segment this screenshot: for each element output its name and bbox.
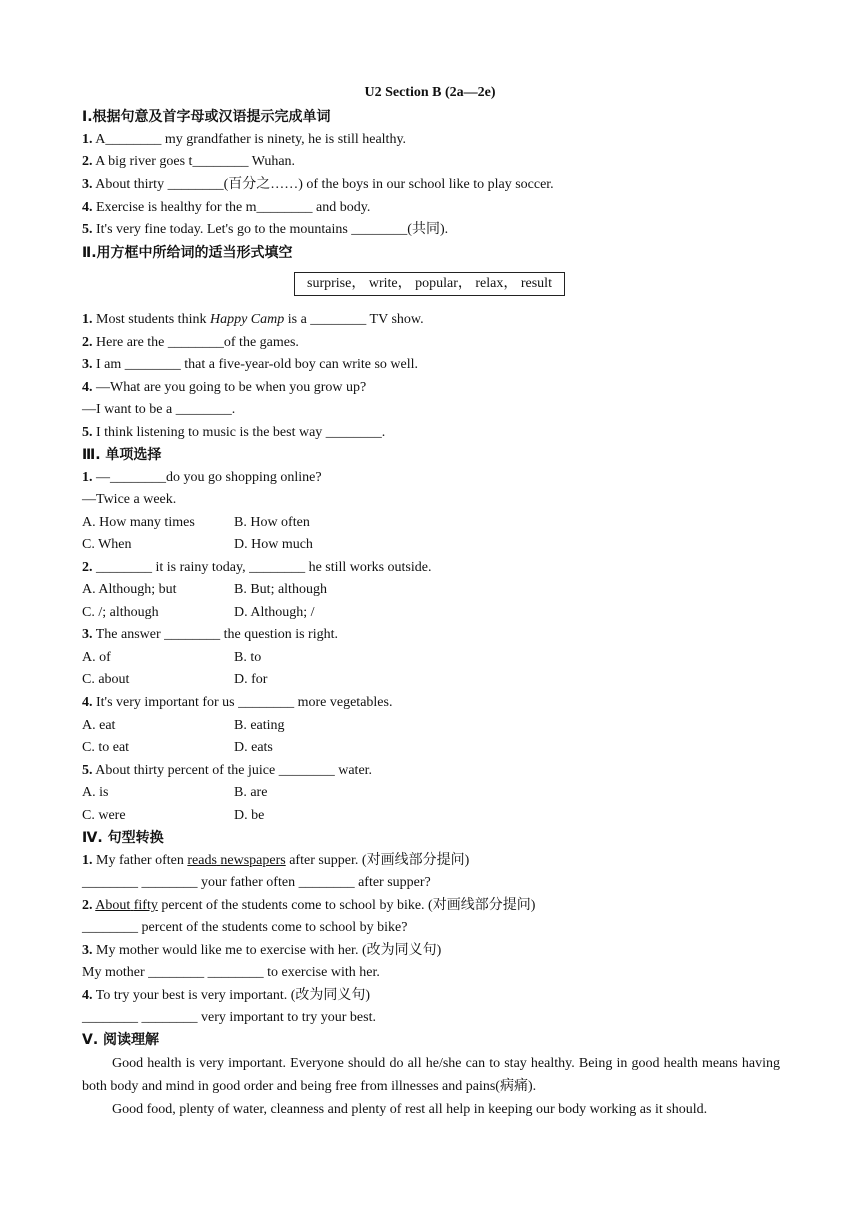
s3-question-5 xyxy=(82,762,372,780)
question-text: My mother would like me to exercise with her. (改为同义句) xyxy=(96,943,442,958)
question-text-end: percent of the students come to school by bike. (对画线部分提问) xyxy=(157,898,536,913)
s2-question-2 xyxy=(82,334,299,352)
question-text-end: after supper. (对画线部分提问) xyxy=(285,853,470,868)
option-b: B. eating xyxy=(234,718,285,733)
option-b: B. are xyxy=(234,785,268,800)
s4-answer-1: ________ ________ your father often ________ after supper? xyxy=(82,875,431,890)
s3-question-4 xyxy=(82,694,392,712)
option-d: D. How much xyxy=(234,537,313,552)
question-number: 3. xyxy=(82,177,93,192)
option-c: C. When xyxy=(82,537,132,552)
question-number: 4. xyxy=(82,380,93,395)
question-text-start: Most students think xyxy=(96,312,210,327)
question-text: The answer ________ the question is right. xyxy=(95,627,338,642)
section-4-heading: Ⅳ. 句型转换 xyxy=(82,830,164,846)
s3-question-1-reply: —Twice a week. xyxy=(82,492,177,507)
question-text: A big river goes t________ Wuhan. xyxy=(95,154,296,169)
question-number: 4. xyxy=(82,988,93,1003)
question-number: 4. xyxy=(82,695,93,710)
option-b: B. How often xyxy=(234,515,310,530)
question-text: About thirty percent of the juice ________ water. xyxy=(95,763,373,778)
underlined-word: About xyxy=(95,898,131,913)
question-text: About thirty ________(百分之……) of the boys in our school like to play soccer. xyxy=(95,177,554,192)
option-c: C. were xyxy=(82,808,126,823)
option-c: C. about xyxy=(82,672,130,687)
option-c: C. to eat xyxy=(82,740,130,755)
s3-question-3 xyxy=(82,626,338,644)
word-box: surprise， write， popular， relax， result xyxy=(294,272,565,296)
underlined-word: reads xyxy=(187,853,217,868)
question-number: 4. xyxy=(82,200,93,215)
option-a: A. is xyxy=(82,785,109,800)
question-text: ________ it is rainy today, ________ he still works outside. xyxy=(96,560,432,575)
question-text: Exercise is healthy for the m________ and body. xyxy=(96,200,371,215)
option-b: B. But; although xyxy=(234,582,327,597)
option-d: D. eats xyxy=(234,740,273,755)
question-number: 1. xyxy=(82,470,93,485)
section-5-heading: Ⅴ. 阅读理解 xyxy=(82,1032,160,1048)
reading-paragraph-1: Good health is very important. Everyone should do all he/she can to stay healthy. Being in good health means having both body and mind in good order and being free from illnesses and pains(病痛). xyxy=(82,1056,780,1094)
question-text: Here are the ________of the games. xyxy=(96,335,299,350)
question-number: 2. xyxy=(82,898,93,913)
question-text: A________ my grandfather is ninety, he is still healthy. xyxy=(95,132,407,147)
question-number: 5. xyxy=(82,222,93,237)
section-1-heading: Ⅰ.根据句意及首字母或汉语提示完成单词 xyxy=(82,109,331,125)
s4-question-3 xyxy=(82,942,441,960)
s1-question-1 xyxy=(82,131,406,149)
question-text-end: is a ________ TV show. xyxy=(284,312,424,327)
question-number: 5. xyxy=(82,763,93,778)
question-number: 3. xyxy=(82,943,93,958)
s2-question-4 xyxy=(82,379,366,397)
s4-answer-3: My mother ________ ________ to exercise with her. xyxy=(82,965,380,980)
question-number: 3. xyxy=(82,357,93,372)
question-number: 2. xyxy=(82,335,93,350)
question-number: 3. xyxy=(82,627,93,642)
option-d: D. Although; / xyxy=(234,605,315,620)
s2-question-3 xyxy=(82,356,418,374)
s4-question-2 xyxy=(82,897,535,915)
s4-answer-4: ________ ________ very important to try your best. xyxy=(82,1010,376,1025)
s4-question-1 xyxy=(82,852,469,870)
s4-question-4 xyxy=(82,987,370,1005)
s4-answer-2: ________ percent of the students come to school by bike? xyxy=(82,920,408,935)
underlined-word: fifty xyxy=(133,898,158,913)
question-number: 2. xyxy=(82,560,93,575)
section-2-heading: Ⅱ.用方框中所给词的适当形式填空 xyxy=(82,245,293,261)
s3-question-1 xyxy=(82,469,322,487)
s2-question-4-reply: —I want to be a ________. xyxy=(82,402,236,417)
reading-paragraph-2: Good food, plenty of water, cleanness and plenty of rest all help in keeping our body working as it should. xyxy=(112,1102,708,1117)
question-text-start: My father often xyxy=(96,853,188,868)
option-b: B. to xyxy=(234,650,262,665)
s1-question-3 xyxy=(82,176,554,194)
s3-question-2 xyxy=(82,559,431,577)
option-a: A. eat xyxy=(82,718,116,733)
question-text: I think listening to music is the best way ________. xyxy=(96,425,386,440)
question-text: I am ________ that a five-year-old boy can write so well. xyxy=(96,357,419,372)
underlined-word: newspapers xyxy=(220,853,286,868)
option-a: A. Although; but xyxy=(82,582,177,597)
s2-question-1 xyxy=(82,311,424,329)
show-title: Happy Camp xyxy=(209,312,285,327)
option-d: D. be xyxy=(234,808,265,823)
question-text: To try your best is very important. (改为同义句) xyxy=(95,988,371,1003)
option-c: C. /; although xyxy=(82,605,159,620)
s1-question-2 xyxy=(82,153,295,171)
question-number: 2. xyxy=(82,154,93,169)
option-d: D. for xyxy=(234,672,268,687)
s1-question-4 xyxy=(82,199,370,217)
question-text: —What are you going to be when you grow up? xyxy=(96,380,367,395)
s1-question-5 xyxy=(82,221,448,239)
question-number: 5. xyxy=(82,425,93,440)
question-text: It's very fine today. Let's go to the mountains ________(共同). xyxy=(96,222,449,237)
question-number: 1. xyxy=(82,132,93,147)
option-a: A. of xyxy=(82,650,111,665)
question-text: —________do you go shopping online? xyxy=(96,470,322,485)
s2-question-5 xyxy=(82,424,385,442)
page-title: U2 Section B (2a—2e) xyxy=(364,85,496,100)
section-3-heading: Ⅲ. 单项选择 xyxy=(82,447,162,463)
option-a: A. How many times xyxy=(82,515,195,530)
question-number: 1. xyxy=(82,853,93,868)
question-number: 1. xyxy=(82,312,93,327)
question-text: It's very important for us ________ more vegetables. xyxy=(96,695,393,710)
